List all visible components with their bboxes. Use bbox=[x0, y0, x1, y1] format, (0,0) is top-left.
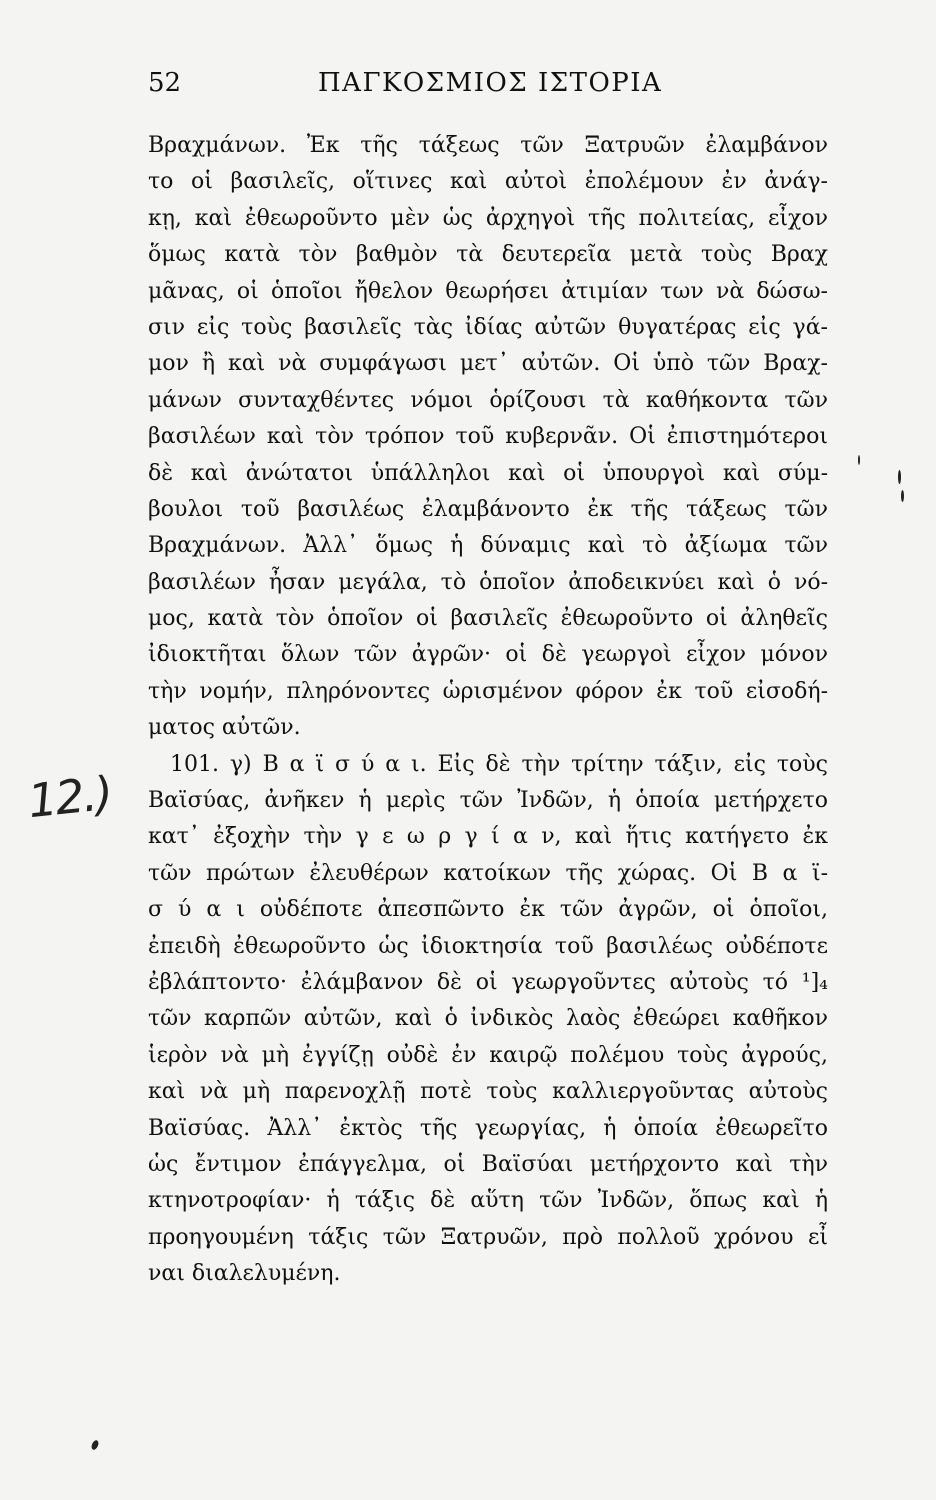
text-line: Βραχμάνων. Ἐκ τῆς τάξεως τῶν Ξατρυῶν ἐλαμβάνον bbox=[148, 133, 828, 158]
text-line: καὶ νὰ μὴ παρενοχλῇ ποτὲ τοὺς καλλιεργοῦντας αὐτοὺς bbox=[148, 1079, 828, 1105]
ink-speck bbox=[90, 1439, 100, 1451]
text-line: Βαϊσύας, ἀνῆκεν ἡ μερὶς τῶν Ἰνδῶν, ἡ ὁποία μετήρχετο bbox=[148, 788, 828, 814]
text-line: μᾶνας, οἱ ὁποῖοι ἤθελον θεωρήσει ἀτιμίαν των νὰ δώσω- bbox=[148, 278, 828, 304]
text-line: τῶν καρπῶν αὐτῶν, καὶ ὁ ἰνδικὸς λαὸς ἐθεώρει καθῆκον bbox=[148, 1006, 828, 1032]
body-text bbox=[148, 128, 828, 1293]
text-line: ὡς ἔντιμον ἐπάγγελμα, οἱ Βαϊσύαι μετήρχοντο καὶ τὴν bbox=[148, 1151, 828, 1177]
text-line: Βαϊσύας. Ἀλλ᾽ ἐκτὸς τῆς γεωργίας, ἡ ὁποία ἐθεωρεῖτο bbox=[148, 1115, 828, 1141]
text-line: τὴν νομήν, πληρόνοντες ὡρισμένον φόρον ἐκ τοῦ εἰσοδή- bbox=[148, 678, 828, 704]
text-line: κτηνοτροφίαν· ἡ τάξις δὲ αὕτη τῶν Ἰνδῶν, ὅπως καὶ ἡ bbox=[148, 1188, 828, 1214]
text-line: κῃ, καὶ ἐθεωροῦντο μὲν ὡς ἀρχηγοὶ τῆς πολιτείας, εἶχον bbox=[148, 205, 828, 231]
ink-speck bbox=[901, 490, 904, 502]
text-line: 101. γ) Β α ϊ σ ύ α ι. Εἰς δὲ τὴν τρίτην τάξιν, εἰς τοὺς bbox=[170, 751, 828, 777]
text-line: μον ἢ καὶ νὰ συμφάγωσι μετ᾽ αὐτῶν. Οἱ ὑπὸ τῶν Βραχ- bbox=[148, 351, 828, 377]
text-line: ὅμως κατὰ τὸν βαθμὸν τὰ δευτερεῖα μετὰ τοὺς Βραχ bbox=[148, 242, 828, 268]
text-line: κατ᾽ ἐξοχὴν τὴν γ ε ω ρ γ ί α ν, καὶ ἥτις κατήγετο ἐκ bbox=[148, 824, 828, 850]
text-line: σιν εἰς τοὺς βασιλεῖς τὰς ἰδίας αὐτῶν θυγατέρας εἰς γά- bbox=[148, 314, 828, 340]
text-line: ἰδιοκτῆται ὅλων τῶν ἀγρῶν· οἱ δὲ γεωργοὶ εἶχον μόνον bbox=[148, 642, 828, 668]
text-line: ἐπειδὴ ἐθεωροῦντο ὡς ἰδιοκτησία τοῦ βασιλέως οὐδέποτε bbox=[148, 933, 828, 959]
text-line: το οἱ βασιλεῖς, οἵτινες καὶ αὐτοὶ ἐπολέμουν ἐν ἀνάγ- bbox=[148, 169, 828, 195]
text-line: μος, κατὰ τὸν ὁποῖον οἱ βασιλεῖς ἐθεωροῦντο οἱ ἀληθεῖς bbox=[148, 606, 828, 632]
text-line: βασιλέων ἦσαν μεγάλα, τὸ ὁποῖον ἀποδεικνύει καὶ ὁ νό- bbox=[148, 569, 828, 595]
text-line: βασιλέων καὶ τὸν τρόπον τοῦ κυβερνᾶν. Οἱ ἐπιστημότεροι bbox=[148, 424, 828, 450]
text-line: τῶν πρώτων ἐλευθέρων κατοίκων τῆς χώρας. Οἱ Β α ϊ- bbox=[148, 860, 828, 886]
handwritten-margin-note: 12.) bbox=[25, 765, 114, 829]
text-line: προηγουμένη τάξις τῶν Ξατρυῶν, πρὸ πολλοῦ χρόνου εἶ bbox=[148, 1224, 828, 1250]
text-line: δὲ καὶ ἀνώτατοι ὑπάλληλοι καὶ οἱ ὑπουργοὶ καὶ σύμ- bbox=[148, 460, 828, 486]
text-line: σ ύ α ι οὐδέποτε ἀπεσπῶντο ἐκ τῶν ἀγρῶν, οἱ ὁποῖοι, bbox=[148, 897, 828, 923]
text-line: ἐβλάπτοντο· ἐλάμβανον δὲ οἱ γεωργοῦντες αὐτοὺς τό ¹]₄ bbox=[148, 969, 828, 995]
page-header bbox=[148, 68, 828, 108]
page-number: 52 bbox=[148, 68, 182, 98]
ink-speck bbox=[898, 470, 901, 484]
text-line: ἱερὸν νὰ μὴ ἐγγίζῃ οὐδὲ ἐν καιρῷ πολέμου τοὺς ἀγρούς, bbox=[148, 1042, 828, 1068]
text-line: Βραχμάνων. Ἀλλ᾽ ὅμως ἡ δύναμις καὶ τὸ ἀξίωμα τῶν bbox=[148, 533, 828, 559]
text-line: ματος αὐτῶν. bbox=[148, 715, 301, 741]
text-line: μάνων συνταχθέντες νόμοι ὁρίζουσι τὰ καθήκοντα τῶν bbox=[148, 387, 828, 413]
running-title: ΠΑΓΚΟΣΜΙΟΣ ΙΣΤΟΡΙΑ bbox=[318, 68, 663, 98]
text-line: ναι διαλελυμένη. bbox=[148, 1261, 341, 1287]
text-line: βουλοι τοῦ βασιλέως ἐλαμβάνοντο ἐκ τῆς τάξεως τῶν bbox=[148, 496, 828, 522]
ink-speck bbox=[858, 455, 860, 465]
